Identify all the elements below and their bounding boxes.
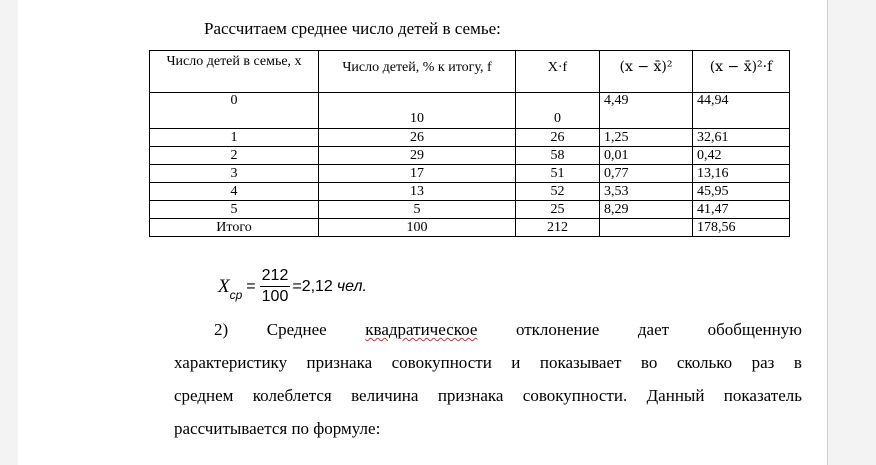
word: 2) [214, 320, 229, 339]
word: колеблется [252, 386, 332, 405]
cell-f: 5 [319, 201, 516, 219]
total-dev2 [600, 219, 693, 237]
cell-dev2f: 13,16 [693, 165, 790, 183]
table-row [150, 129, 790, 147]
word: совокупности [391, 353, 492, 372]
header-deviation-squared: (x − x̄)² [600, 51, 693, 93]
cell-xf: 51 [516, 165, 600, 183]
cell-f: 29 [319, 147, 516, 165]
cell-x: 1 [150, 129, 319, 147]
formula-numerator: 212 [260, 266, 291, 287]
cell-xf: 25 [516, 201, 600, 219]
table-row [150, 147, 790, 165]
paragraph-line-1 [174, 313, 802, 346]
formula-variable: X [218, 275, 230, 297]
data-table [149, 50, 790, 237]
table-total-row [150, 219, 790, 237]
table-row [150, 201, 790, 219]
total-dev2f: 178,56 [693, 219, 790, 237]
formula-unit: чел. [336, 277, 367, 295]
word: сколько [676, 353, 733, 372]
word: характеристику [174, 353, 288, 372]
formula-subscript: ср [229, 287, 243, 302]
cell-xf: 58 [516, 147, 600, 165]
word: и [511, 353, 521, 372]
word: совокупности. [522, 386, 628, 405]
word-misspelled: квадратическое [365, 320, 478, 339]
table-row [150, 165, 790, 183]
paragraph-line-3 [174, 379, 802, 412]
cell-dev2: 1,25 [600, 129, 693, 147]
word: в [793, 353, 802, 372]
cell-x: 0 [150, 93, 319, 129]
cell-x: 4 [150, 183, 319, 201]
cell-dev2: 3,53 [600, 183, 693, 201]
paragraph-line-4: рассчитывается по формуле: [174, 419, 381, 438]
cell-f: 10 [319, 93, 516, 129]
word: дает [637, 320, 670, 339]
word: отклонение [515, 320, 600, 339]
cell-x: 5 [150, 201, 319, 219]
formula-denominator: 100 [261, 288, 289, 305]
mean-formula: X ср = $\frac{212}{100}$ =2,12 чел. [218, 267, 367, 305]
cell-dev2f: 32,61 [693, 129, 790, 147]
table-row [150, 183, 790, 201]
table-header-row [150, 51, 790, 93]
formula-fraction [260, 266, 291, 307]
word: среднем [174, 386, 234, 405]
total-label: Итого [150, 219, 319, 237]
cell-dev2: 0,77 [600, 165, 693, 183]
cell-dev2: 0,01 [600, 147, 693, 165]
cell-f: 13 [319, 183, 516, 201]
cell-x: 2 [150, 147, 319, 165]
cell-xf: 52 [516, 183, 600, 201]
header-children-count: Число детей в семье, х [150, 51, 319, 93]
word: признака [437, 386, 504, 405]
cell-dev2f: 44,94 [693, 93, 790, 129]
word: показатель [723, 386, 802, 405]
cell-dev2f: 45,95 [693, 183, 790, 201]
left-gutter [0, 0, 18, 465]
paragraph-line-2 [174, 346, 802, 379]
header-xf: X·f [516, 51, 600, 93]
word: Среднее [266, 320, 327, 339]
word: раз [751, 353, 775, 372]
total-f: 100 [319, 219, 516, 237]
header-deviation-squared-f: (x − x̄)²·f [693, 51, 790, 93]
word: величина [351, 386, 419, 405]
cell-f: 17 [319, 165, 516, 183]
right-gutter [827, 0, 876, 465]
header-percent: Число детей, % к итогу, f [319, 51, 516, 93]
table-heading: Рассчитаем среднее число детей в семье: [204, 19, 501, 38]
document-page [18, 0, 828, 465]
cell-dev2f: 0,42 [693, 147, 790, 165]
word: во [640, 353, 658, 372]
cell-xf: 26 [516, 129, 600, 147]
word: Данный [646, 386, 705, 405]
cell-xf: 0 [516, 93, 600, 129]
word: показывает [539, 353, 622, 372]
paragraph [174, 313, 802, 445]
total-xf: 212 [516, 219, 600, 237]
word: признака [306, 353, 373, 372]
cell-dev2: 4,49 [600, 93, 693, 129]
cell-f: 26 [319, 129, 516, 147]
cell-x: 3 [150, 165, 319, 183]
formula-result: =2,12 [292, 277, 333, 295]
table-row [150, 93, 790, 129]
word: обобщенную [707, 320, 802, 339]
cell-dev2f: 41,47 [693, 201, 790, 219]
cell-dev2: 8,29 [600, 201, 693, 219]
